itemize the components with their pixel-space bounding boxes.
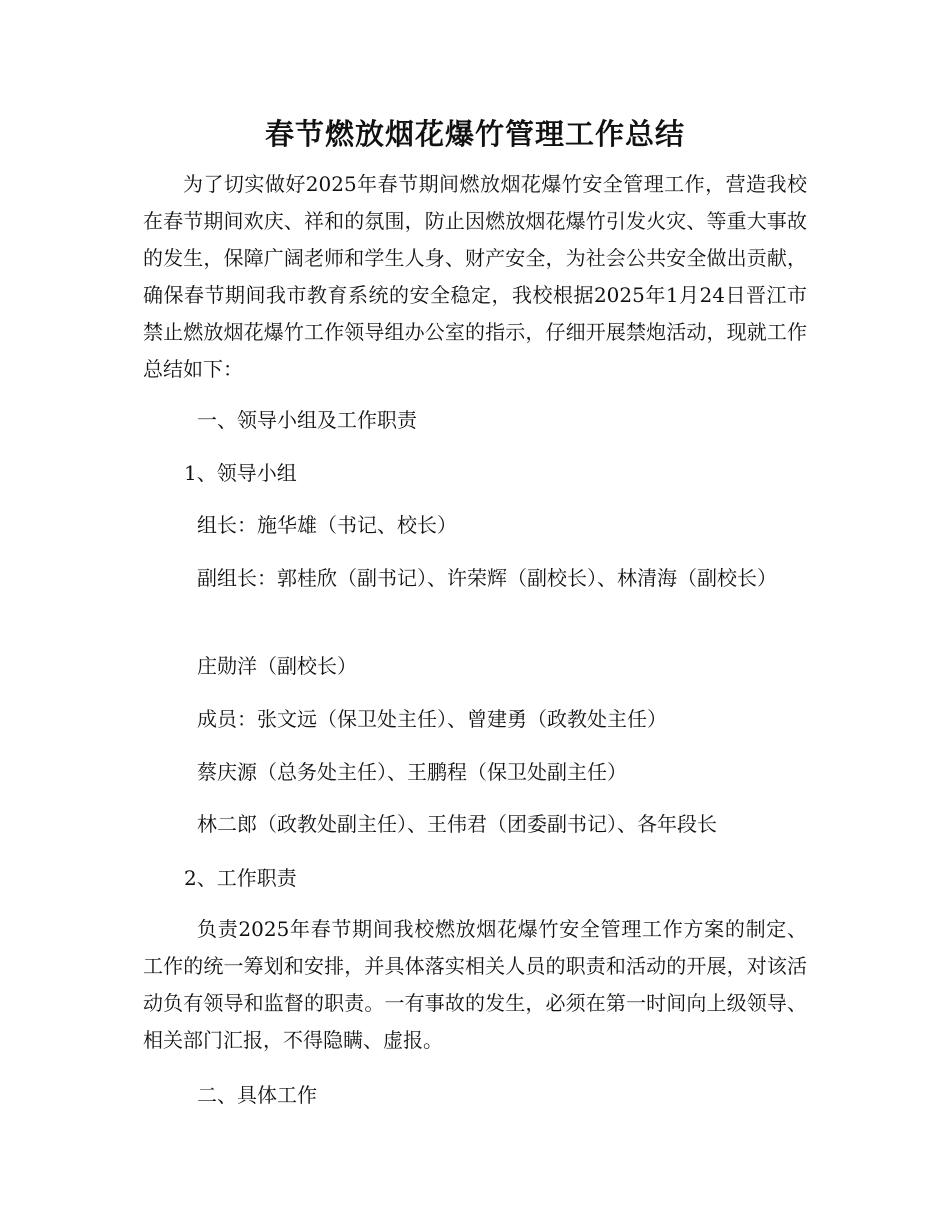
section-two-heading: 二、具体工作 bbox=[197, 1083, 317, 1107]
leader-line: 组长：施华雄（书记、校长） bbox=[197, 513, 457, 537]
deputy-line: 副组长：郭桂欣（副书记）、许荣辉（副校长）、林清海（副校长） bbox=[197, 566, 777, 590]
subsection-leadership-heading: 1、领导小组 bbox=[184, 461, 297, 485]
deputy-continued-line: 庄勋洋（副校长） bbox=[197, 654, 357, 678]
members-line: 成员：张文远（保卫处主任）、曾建勇（政教处主任） bbox=[197, 707, 667, 731]
subsection-duties-heading: 2、工作职责 bbox=[184, 866, 297, 890]
document-title: 春节燃放烟花爆竹管理工作总结 bbox=[264, 117, 685, 151]
duties-paragraph: 负责2025年春节期间我校燃放烟花爆竹安全管理工作方案的制定、工作的统一筹划和安排，并具体落实相关人员的职责和活动的开展，对该活动负有领导和监督的职责。一有事故的发生，必须在第一时间向上级领导、相关部门汇报，不得隐瞒、虚报。 bbox=[143, 917, 807, 1052]
members-continued-line-2: 林二郎（政教处副主任）、王伟君（团委副书记）、各年段长 bbox=[197, 812, 717, 836]
members-continued-line-1: 蔡庆源（总务处主任）、王鹏程（保卫处副主任） bbox=[197, 760, 627, 784]
section-one-heading: 一、领导小组及工作职责 bbox=[197, 408, 417, 432]
intro-paragraph: 为了切实做好2025年春节期间燃放烟花爆竹安全管理工作，营造我校在春节期间欢庆、祥和的氛围，防止因燃放烟花爆竹引发火灾、等重大事故的发生，保障广阔老师和学生人身、财产安全，为社会公共安全做出贡献，确保春节期间我市教育系统的安全稳定，我校根据2025年1月24日晋江市禁止燃放烟花爆竹工作领导组办公室的指示，仔细开展禁炮活动，现就工作总结如下： bbox=[143, 172, 807, 381]
